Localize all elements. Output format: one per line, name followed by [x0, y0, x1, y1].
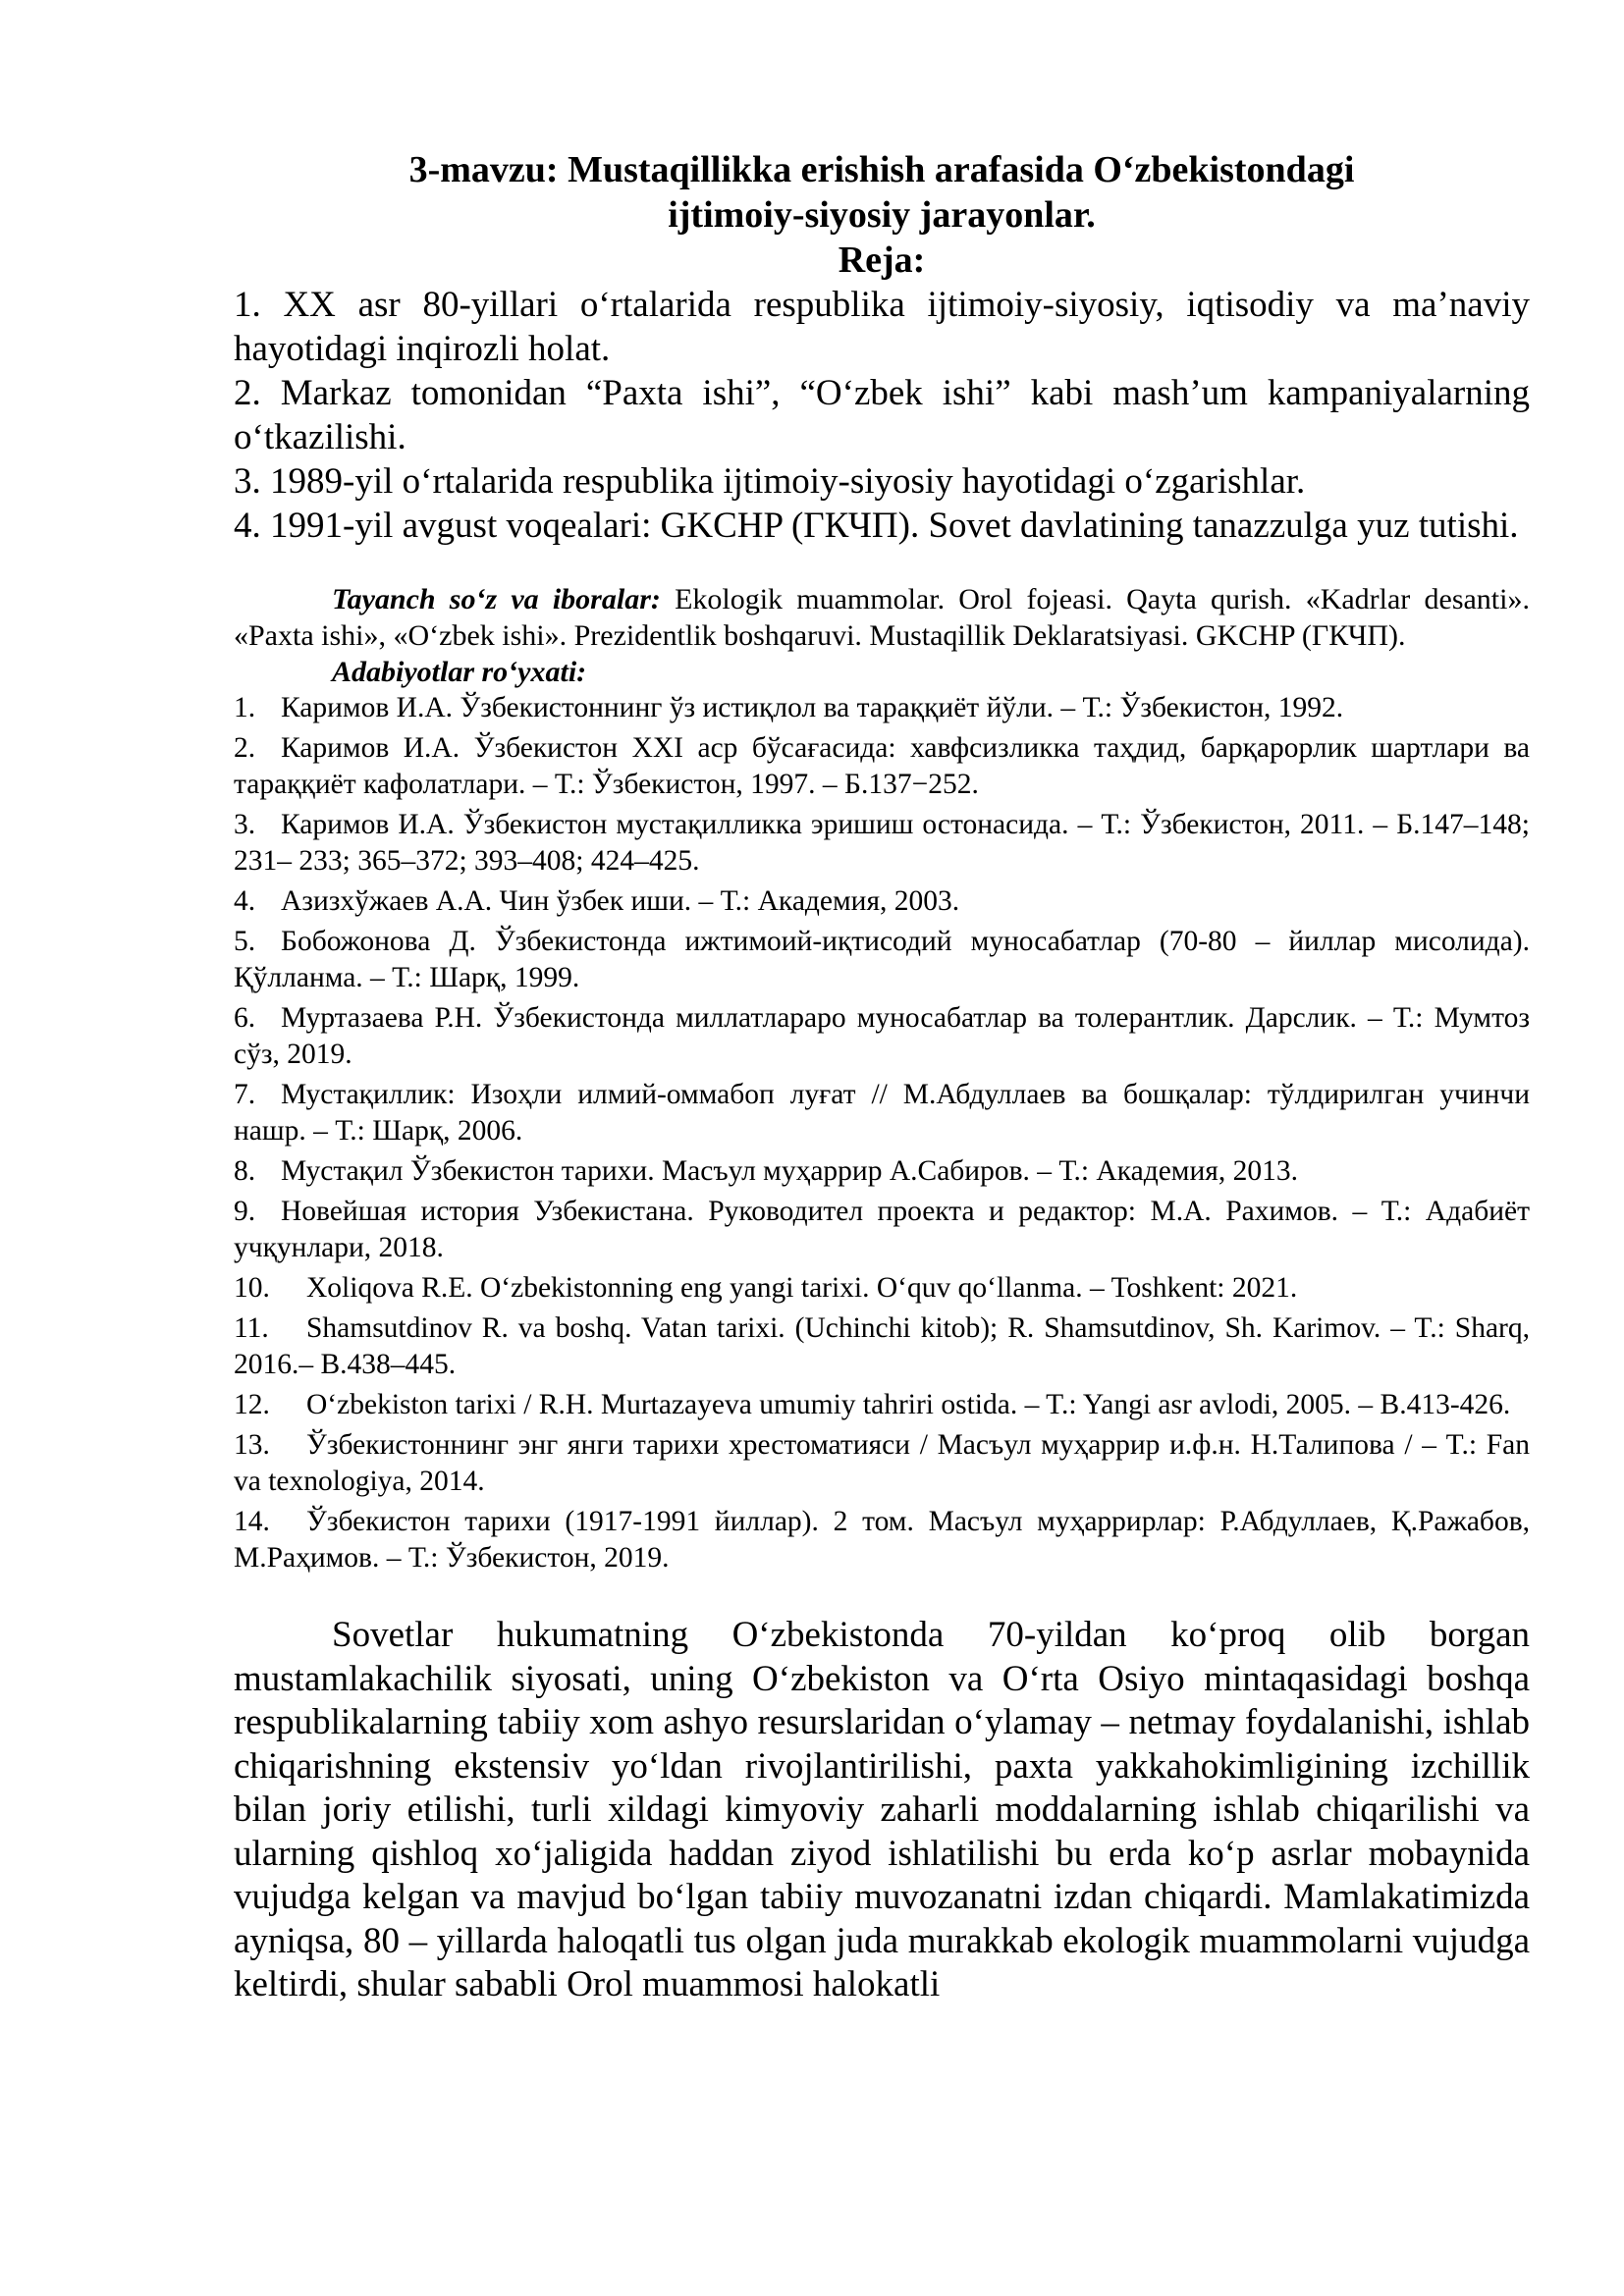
literature-item	[234, 1270, 1530, 1307]
literature-text: Каримов И.А. Ўзбекистон мустақилликка эришиш остонасида. – Т.: Ўзбекистон, 2011. – Б.147–148; 231– 233; 365–372; 393–408; 424–425.	[234, 809, 1530, 877]
literature-number: 5.	[234, 926, 256, 957]
literature-item	[234, 883, 1530, 920]
literature-number: 8.	[234, 1155, 256, 1187]
literature-item	[234, 1427, 1530, 1500]
literature-item	[234, 1194, 1530, 1266]
keywords-paragraph	[234, 581, 1530, 654]
literature-text: Азизхўжаев А.А. Чин ўзбек иши. – Т.: Академия, 2003.	[281, 885, 960, 917]
literature-text: Муртазаева Р.Н. Ўзбекистонда миллатлараро муносабатлар ва толерантлик. Дарслик. – Т.: Мумтоз сўз, 2019.	[234, 1002, 1530, 1070]
plan-list	[234, 283, 1530, 548]
plan-item: 4. 1991-yil avgust voqealari: GKCHP (ГКЧП). Sovet davlatining tanazzulga yuz tutishi.	[234, 506, 1519, 546]
literature-number: 12.	[234, 1389, 270, 1420]
plan-item: 1. XX asr 80-yillari o‘rtalarida respublika ijtimoiy-siyosiy, iqtisodiy va ma’naviy hayotidagi inqirozli holat.	[234, 285, 1530, 369]
literature-text: Мустақил Ўзбекистон тарихи. Масъул муҳаррир А.Сабиров. – Т.: Академия, 2013.	[281, 1155, 1298, 1187]
literature-text: Ўзбекистоннинг энг янги тарихи хрестоматияси / Масъул муҳаррир и.ф.н. Н.Талипова / – T.: Fan va texnologiya, 2014.	[234, 1429, 1530, 1497]
keywords-label: Tayanch so‘z va iboralar:	[332, 583, 661, 615]
literature-item	[234, 1504, 1530, 1576]
plan-heading: Reja:	[838, 240, 926, 281]
literature-text: Новейшая история Узбекистана. Руководител проекта и редактор: М.А. Рахимов. – Т.: Адабиёт учқунлари, 2018.	[234, 1196, 1530, 1263]
literature-item	[234, 807, 1530, 880]
literature-number: 7.	[234, 1079, 256, 1110]
literature-item	[234, 924, 1530, 996]
keywords-text: Ekologik muammolar. Orol fojeasi. Qayta qurish. «Kadrlar desanti». «Paxta ishi», «O‘zbek ishi». Prezidentlik boshqaruvi. Mustaqillik Deklaratsiyasi. GKCHP (ГКЧП).	[234, 583, 1530, 652]
literature-number: 14.	[234, 1506, 270, 1537]
literature-number: 9.	[234, 1196, 256, 1227]
literature-text: Каримов И.А. Ўзбекистон XXI аср бўсағасида: хавфсизликка таҳдид, барқарорлик шартлари ва тараққиёт кафолатлари. – Т.: Ўзбекистон, 1997. – Б.137−252.	[234, 732, 1530, 800]
literature-heading: Adabiyotlar ro‘yxati:	[332, 656, 587, 688]
literature-item	[234, 1310, 1530, 1383]
literature-text: Xoliqova R.E. O‘zbekistonning eng yangi tarixi. O‘quv qo‘llanma. – Toshkent: 2021.	[306, 1272, 1298, 1304]
literature-number: 11.	[234, 1312, 269, 1344]
literature-item	[234, 1387, 1530, 1423]
literature-number: 1.	[234, 692, 256, 723]
document-page	[234, 147, 1530, 2007]
literature-number: 4.	[234, 885, 256, 917]
literature-number: 10.	[234, 1272, 270, 1304]
literature-number: 13.	[234, 1429, 270, 1461]
literature-item	[234, 730, 1530, 803]
literature-number: 3.	[234, 809, 256, 840]
lecture-title-line-1: 3-mavzu: Mustaqillikka erishish arafasida O‘zbekistondagi	[408, 149, 1355, 190]
literature-text: Каримов И.А. Ўзбекистоннинг ўз истиқлол ва тараққиёт йўли. – Т.: Ўзбекистон, 1992.	[281, 692, 1344, 723]
literature-text: Бобожонова Д. Ўзбекистонда ижтимоий-иқтисодий муносабатлар (70-80 – йиллар мисолида). Қўлланма. – Т.: Шарқ, 1999.	[234, 926, 1530, 993]
literature-text: Shamsutdinov R. va boshq. Vatan tarixi. (Uchinchi kitob); R. Shamsutdinov, Sh. Karimov. – T.: Sharq, 2016.– B.438–445.	[234, 1312, 1530, 1380]
literature-text: Ўзбекистон тарихи (1917-1991 йиллар). 2 том. Масъул муҳаррирлар: Р.Абдуллаев, Қ.Ражабов, М.Раҳимов. – Т.: Ўзбекистон, 2019.	[234, 1506, 1530, 1574]
literature-list	[234, 690, 1530, 1576]
literature-item	[234, 1000, 1530, 1073]
literature-item	[234, 690, 1530, 726]
plan-item: 3. 1989-yil o‘rtalarida respublika ijtimoiy-siyosiy hayotidagi o‘zgarishlar.	[234, 461, 1306, 502]
plan-item: 2. Markaz tomonidan “Paxta ishi”, “O‘zbek ishi” kabi mash’um kampaniyalarning o‘tkazilishi.	[234, 373, 1530, 457]
literature-text: Мустақиллик: Изоҳли илмий-оммабоп луғат // М.Абдуллаев ва бошқалар: тўлдирилган учинчи нашр. – Т.: Шарқ, 2006.	[234, 1079, 1530, 1147]
literature-number: 2.	[234, 732, 256, 764]
literature-item	[234, 1077, 1530, 1149]
literature-text: O‘zbekiston tarixi / R.H. Murtazayeva umumiy tahriri ostida. – T.: Yangi asr avlodi, 2005. – B.413-426.	[306, 1389, 1511, 1420]
literature-number: 6.	[234, 1002, 256, 1034]
literature-item	[234, 1153, 1530, 1190]
lecture-title-line-2: ijtimoiy-siyosiy jarayonlar.	[668, 194, 1096, 236]
body-paragraph: Sovetlar hukumatning O‘zbekistonda 70-yildan ko‘proq olib borgan mustamlakachilik siyosati, uning O‘zbekiston va O‘rta Osiyo mintaqasidagi boshqa respublikalarning tabiiy xom ashyo resurslaridan o‘ylamay – netmay foydalanishi, ishlab chiqarishning ekstensiv yo‘ldan rivojlantirilishi, paxta yakkahokimligining izchillik bilan joriy etilishi, turli xildagi kimyoviy zaharli moddalarning ishlab chiqarilishi va ularning qishloq xo‘jaligida haddan ziyod ishlatilishi bu erda ko‘p asrlar mobaynida vujudga kelgan va mavjud bo‘lgan tabiiy muvozanatni izdan chiqardi. Mamlakatimizda ayniqsa, 80 – yillarda haloqatli tus olgan juda murakkab ekologik muammolarni vujudga keltirdi, shular sababli Orol muammosi halokatli	[234, 1615, 1530, 2004]
